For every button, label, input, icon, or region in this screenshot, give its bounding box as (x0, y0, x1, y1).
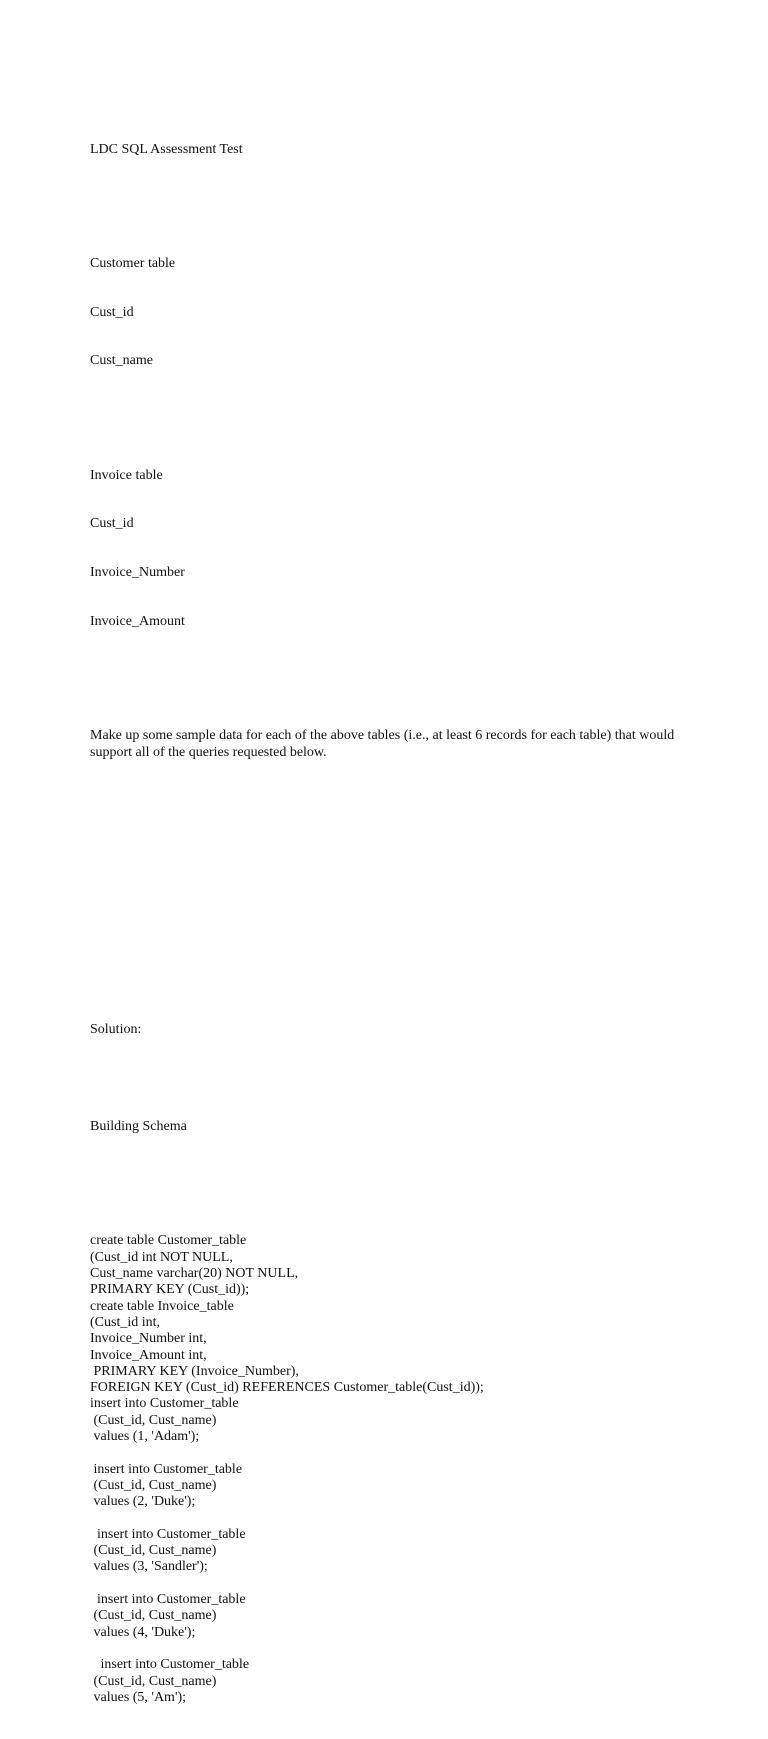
blank-line (90, 402, 690, 418)
sql-code-line: values (2, 'Duke'); (90, 1494, 196, 1510)
sql-code-line: insert into Customer_table (90, 1396, 239, 1412)
sql-code-line: values (1, 'Adam'); (90, 1429, 200, 1445)
sql-code-line: values (4, 'Duke'); (90, 1624, 196, 1640)
blank-line (90, 1511, 690, 1527)
sql-code-line: PRIMARY KEY (Cust_id)); (90, 1282, 250, 1298)
instructions-paragraph: Make up some sample data for each of the above tables (i.e., at least 6 records for each table) that would support all of the queries requested below. (90, 728, 675, 760)
blank-line (90, 1641, 690, 1657)
sql-code-line: (Cust_id, Cust_name) (90, 1543, 217, 1559)
sql-code-line: FOREIGN KEY (Cust_id) REFERENCES Customer_table(Cust_id)); (90, 1380, 484, 1396)
invoice-field: Cust_id (90, 516, 134, 532)
blank-line (90, 1168, 690, 1184)
sql-code-line: PRIMARY KEY (Invoice_Number), (90, 1363, 299, 1379)
sql-code-line: (Cust_id int, (90, 1314, 161, 1330)
customer-table-heading: Customer table (90, 255, 176, 271)
sql-code-line: (Cust_id, Cust_name) (90, 1673, 217, 1689)
invoice-field: Invoice_Number (90, 565, 185, 581)
invoice-table-heading: Invoice table (90, 467, 163, 483)
blank-line (90, 908, 690, 924)
sql-code-line: insert into Customer_table (90, 1461, 243, 1477)
blank-line (90, 956, 690, 972)
sql-code-line: (Cust_id, Cust_name) (90, 1608, 217, 1624)
blank-line (90, 1445, 690, 1461)
sql-code-line: insert into Customer_table (90, 1657, 250, 1673)
sql-code-line: Cust_name varchar(20) NOT NULL, (90, 1266, 299, 1282)
solution-label: Solution: (90, 1021, 142, 1037)
customer-field: Cust_id (90, 304, 134, 320)
customer-field: Cust_name (90, 353, 153, 369)
sql-code-line: Invoice_Amount int, (90, 1347, 207, 1363)
sql-code-line: insert into Customer_table (90, 1592, 246, 1608)
sql-code-block (90, 1233, 690, 1706)
sql-code-line: (Cust_id, Cust_name) (90, 1477, 217, 1493)
sql-code-line: insert into Customer_table (90, 1526, 246, 1542)
document-title: LDC SQL Assessment Test (90, 141, 243, 157)
sql-code-line: (Cust_id, Cust_name) (90, 1412, 217, 1428)
blank-line (90, 1071, 690, 1087)
blank-line (90, 190, 690, 206)
sql-code-line: values (5, 'Am'); (90, 1689, 187, 1705)
document-body (90, 109, 690, 1739)
blank-line (90, 1576, 690, 1592)
blank-line (90, 810, 690, 826)
sql-code-line: create table Invoice_table (90, 1298, 234, 1314)
blank-line (90, 663, 690, 679)
blank-line (90, 859, 690, 875)
sql-code-line: values (3, 'Sandler'); (90, 1559, 208, 1575)
invoice-field: Invoice_Amount (90, 614, 185, 630)
sql-code-line: create table Customer_table (90, 1233, 247, 1249)
sql-code-line: (Cust_id int NOT NULL, (90, 1249, 233, 1265)
sql-code-line: Invoice_Number int, (90, 1331, 207, 1347)
schema-heading: Building Schema (90, 1119, 187, 1135)
